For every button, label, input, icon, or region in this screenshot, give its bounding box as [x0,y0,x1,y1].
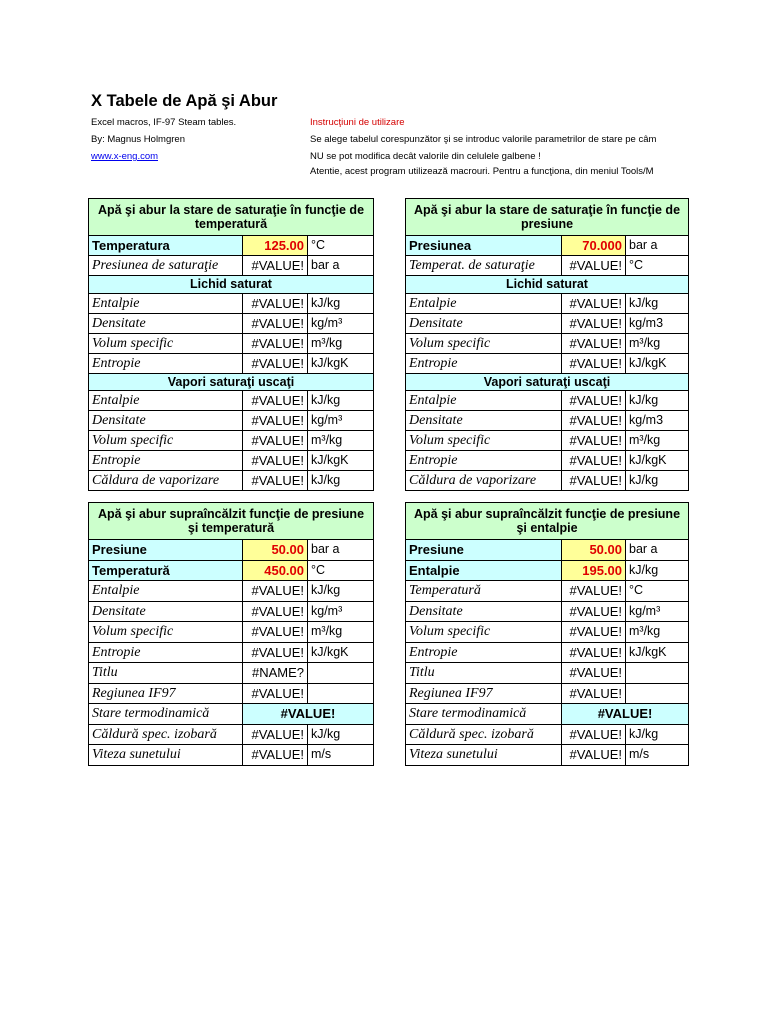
pressure-input[interactable]: 70.000 [562,236,626,256]
enthalpy-input[interactable]: 195.00 [562,560,626,581]
row-value: #VALUE! [562,745,626,766]
row-value: #VALUE! [243,391,308,411]
row-unit: kg/m3 [626,313,689,333]
table-saturation-by-temperature [88,198,374,491]
row-value: #NAME? [243,663,308,684]
row-unit: kJ/kg [308,293,374,313]
row-value: #VALUE! [562,391,626,411]
row-label: Entropie [406,642,562,663]
row-unit: m³/kg [626,622,689,643]
temperature-input[interactable]: 125.00 [243,236,308,256]
input-label: Presiunea [406,236,562,256]
input-unit: bar a [308,540,374,561]
row-value: #VALUE! [243,256,308,276]
row-label: Entropie [89,642,243,663]
row-value: #VALUE! [562,642,626,663]
row-unit: kJ/kgK [308,353,374,373]
row-unit [308,683,374,704]
row-label: Volum specific [89,622,243,643]
row-label: Căldură spec. izobară [406,724,562,745]
row-label: Entropie [89,451,243,471]
instructions-line-1: Se alege tabelul corespunzător şi se introduc valorile parametrilor de stare pe câm [310,134,657,145]
row-label: Densitate [406,601,562,622]
input-label: Temperatura [89,236,243,256]
row-value: #VALUE! [562,663,626,684]
row-unit: m³/kg [626,333,689,353]
row-value: #VALUE! [243,293,308,313]
row-label: Entropie [406,451,562,471]
row-value: #VALUE! [243,471,308,491]
row-label: Temperatură [406,581,562,602]
row-unit: m/s [626,745,689,766]
row-unit: kJ/kgK [308,642,374,663]
input-unit: °C [308,560,374,581]
row-label: Entalpie [89,293,243,313]
row-label: Entalpie [89,391,243,411]
row-value: #VALUE! [562,724,626,745]
row-unit: kJ/kg [308,391,374,411]
row-value: #VALUE! [243,333,308,353]
row-unit: kJ/kg [308,581,374,602]
row-value: #VALUE! [243,683,308,704]
page-title: X Tabele de Apă şi Abur [91,92,278,110]
row-label: Densitate [89,601,243,622]
row-unit: kJ/kg [626,471,689,491]
row-label: Volum specific [89,431,243,451]
row-unit [626,663,689,684]
row-unit: kJ/kg [308,724,374,745]
row-label: Volum specific [406,333,562,353]
row-value: #VALUE! [243,724,308,745]
state-value: #VALUE! [562,704,689,725]
row-unit [626,683,689,704]
row-label: Densitate [89,313,243,333]
row-unit: kg/m³ [626,601,689,622]
section-header: Lichid saturat [406,276,689,294]
row-value: #VALUE! [562,256,626,276]
table-superheated-by-pressure-temperature [88,502,374,766]
state-value: #VALUE! [243,704,374,725]
row-label: Entropie [89,353,243,373]
table-header: Apă şi abur la stare de saturaţie în funcţie de presiune [406,199,689,236]
input-label: Temperatură [89,560,243,581]
row-unit: kg/m³ [308,313,374,333]
row-unit: m³/kg [308,431,374,451]
row-label: Volum specific [406,431,562,451]
row-value: #VALUE! [243,353,308,373]
pressure-input[interactable]: 50.00 [243,540,308,561]
row-value: #VALUE! [562,451,626,471]
input-label: Presiune [89,540,243,561]
row-value: #VALUE! [562,313,626,333]
table-header: Apă şi abur supraîncălzit funcţie de presiune şi temperatură [89,503,374,540]
row-unit: bar a [308,256,374,276]
row-value: #VALUE! [243,411,308,431]
row-unit: kJ/kg [626,293,689,313]
row-label: Densitate [89,411,243,431]
input-unit: °C [308,236,374,256]
instructions-line-3: Atentie, acest program utilizează macrouri. Pentru a funcţiona, din meniul Tools/M [310,166,654,177]
row-label: Regiunea IF97 [89,683,243,704]
row-value: #VALUE! [243,313,308,333]
row-unit: kJ/kgK [626,451,689,471]
row-unit: kg/m³ [308,411,374,431]
row-label: Temperat. de saturaţie [406,256,562,276]
row-label: Volum specific [406,622,562,643]
row-label: Entalpie [89,581,243,602]
row-unit: kg/m3 [626,411,689,431]
input-unit: bar a [626,540,689,561]
input-unit: kJ/kg [626,560,689,581]
website-link[interactable]: www.x-eng.com [91,151,159,162]
row-unit: m/s [308,745,374,766]
table-header: Apă şi abur supraîncălzit funcţie de presiune şi entalpie [406,503,689,540]
table-superheated-by-pressure-enthalpy [405,502,689,766]
row-value: #VALUE! [562,411,626,431]
input-label: Entalpie [406,560,562,581]
row-value: #VALUE! [243,581,308,602]
row-label: Presiunea de saturaţie [89,256,243,276]
row-unit: °C [626,256,689,276]
row-value: #VALUE! [562,431,626,451]
row-unit: m³/kg [308,622,374,643]
row-value: #VALUE! [562,581,626,602]
row-label: Entropie [406,353,562,373]
row-unit: kJ/kg [626,391,689,411]
instructions-line-2: NU se pot modifica decât valorile din celulele galbene ! [310,151,541,162]
row-value: #VALUE! [562,293,626,313]
table-header: Apă şi abur la stare de saturaţie în funcţie de temperatură [89,199,374,236]
row-label: Căldura de vaporizare [89,471,243,491]
row-value: #VALUE! [243,642,308,663]
row-label: Viteza sunetului [89,745,243,766]
row-label: Căldura de vaporizare [406,471,562,491]
row-label: Entalpie [406,391,562,411]
header-left-line-1: Excel macros, IF-97 Steam tables. [91,117,237,128]
row-value: #VALUE! [562,622,626,643]
row-unit: kJ/kgK [626,353,689,373]
row-unit: kJ/kgK [626,642,689,663]
row-label: Stare termodinamică [89,704,243,725]
row-label: Titlu [406,663,562,684]
row-label: Densitate [406,411,562,431]
row-label: Volum specific [89,333,243,353]
input-unit: bar a [626,236,689,256]
row-label: Titlu [89,663,243,684]
row-unit: m³/kg [308,333,374,353]
row-value: #VALUE! [243,601,308,622]
row-value: #VALUE! [562,333,626,353]
row-unit: m³/kg [626,431,689,451]
section-header: Lichid saturat [89,276,374,294]
row-label: Entalpie [406,293,562,313]
row-unit: °C [626,581,689,602]
row-value: #VALUE! [562,601,626,622]
row-unit [308,663,374,684]
row-label: Căldură spec. izobară [89,724,243,745]
pressure-input[interactable]: 50.00 [562,540,626,561]
row-unit: kJ/kgK [308,451,374,471]
row-label: Densitate [406,313,562,333]
instructions-title: Instrucţiuni de utilizare [310,117,405,128]
row-value: #VALUE! [243,451,308,471]
row-label: Stare termodinamică [406,704,562,725]
row-value: #VALUE! [243,745,308,766]
row-unit: kg/m³ [308,601,374,622]
row-unit: kJ/kg [626,724,689,745]
row-value: #VALUE! [243,622,308,643]
row-label: Regiunea IF97 [406,683,562,704]
row-value: #VALUE! [562,353,626,373]
temperature-input[interactable]: 450.00 [243,560,308,581]
row-unit: kJ/kg [308,471,374,491]
input-label: Presiune [406,540,562,561]
table-saturation-by-pressure [405,198,689,491]
row-value: #VALUE! [562,683,626,704]
row-value: #VALUE! [243,431,308,451]
section-header: Vapori saturaţi uscaţi [89,373,374,391]
row-value: #VALUE! [562,471,626,491]
section-header: Vapori saturaţi uscaţi [406,373,689,391]
row-label: Viteza sunetului [406,745,562,766]
header-left-line-2: By: Magnus Holmgren [91,134,185,145]
